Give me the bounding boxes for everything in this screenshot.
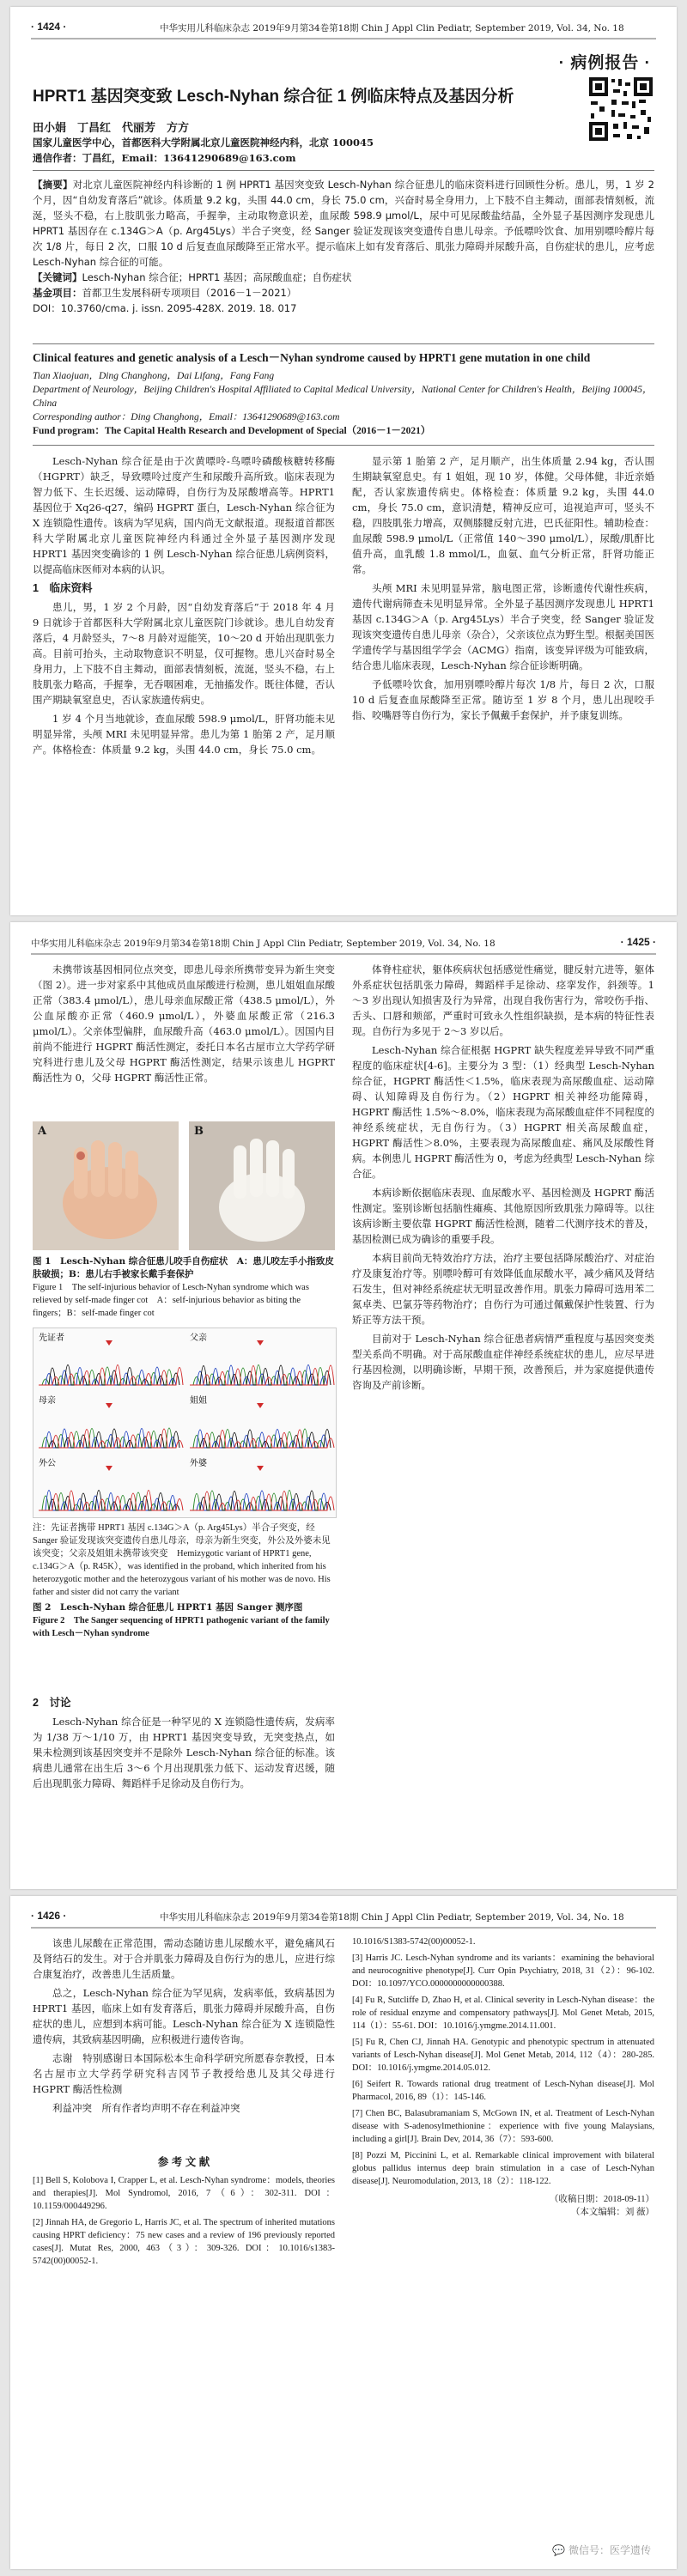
reference-item: [2] Jinnah HA, de Gregorio L, Harris JC, et al. The spectrum of inherited mutations causing HPRT deficiency：75 new cases and a review of 196 previously reported cases[J]. Mutat Res, 2000, 463（3）：309-326. DOI：10.1016/s1383-5742(00)00052-1. [33,2218,335,2266]
divider [33,445,654,446]
reference-item: [1] Bell S, Kolobova I, Crapper L, et al. Lesch-Nyhan syndrome：models, theories and therapies[J]. Mol Syndromol, 2016, 7（6）：302-311. DOI：10.1159/000449296. [33,2176,335,2211]
discussion-paragraph: 体脊柱症状，躯体疾病状包括感觉性痛觉，腱反射亢进等，躯体外系症状包括肌张力障碍，舞蹈样手足徐动、痉挛发作，斜颈等。1～3 岁出现认知损害及行为异常，出现自我伤害行为，常咬伤手指、舌头、口唇和颊部，严重时可致永久性组织缺损，是本病的特征性表现。自伤行为多见于 2～3 岁以后。 [352,963,654,1037]
case-paragraph: 头颅 MRI 未见明显异常，脑电图正常，诊断遗传代谢性疾病，遗传代谢病筛查未见明显异常。全外显子基因测序发现患儿 HPRT1 基因 c.134G＞A（p. Arg45Lys）半合子突变，经 Sanger 验证发现该突变遗传自患儿母亲（杂合），父亲该位点为野生型。根据美国医学遗传学与基因组学学会（ACMG）指南，该变异评级为可能致病，结合患儿临床表现，Lesch-Nyhan 综合征诊断明确。 [352,582,654,671]
discussion-paragraph: 目前对于 Lesch-Nyhan 综合征患者病情严重程度与基因突变类型关系尚不明确。对于高尿酸血症伴神经系统症状的患儿，应尽早进行基因检测，以明确诊断，早期干预，改善预后，并为家庭提供遗传咨询及产前诊断。 [352,1333,654,1391]
page-number: · 1426 · [31,1910,67,1922]
sequencing-member-label: 外婆 [190,1459,207,1468]
divider [33,343,654,344]
reference-item: [6] Seifert R. Towards rational drug treatment of Lesch-Nyhan disease[J]. Mol Pharmacol, 2016, 89（1）：145-146. [352,2080,654,2102]
mutation-arrow-icon [257,1340,264,1346]
figure-1-caption-cn: 图 1 Lesch-Nyhan 综合征患儿咬手自伤症状 A：患儿咬左手小指致皮肤破损；B：患儿右手被家长戴手套保护 [33,1256,334,1279]
reference-item: [7] Chen BC, Balasubramaniam S, McGown IN, et al. Treatment of Lesch-Nyhan disease with S-adenosylmethionine：experience with five young Malaysians, including a girl[J]. Brain Dev, 2014, 36（7）：593-600. [352,2109,654,2144]
corresponding-author: 通信作者：丁昌红，Email：13641290689@163.com [33,152,296,164]
editor: （本文编辑：刘 薇） [570,2208,654,2217]
journal-line: 中华实用儿科临床杂志 2019年9月第34卷第18期 Chin J Appl Clin Pediatr, September 2019, Vol. 34, No. 18 [160,1912,624,1923]
reference-item: [8] Pozzi M, Piccinini L, et al. Remarkable clinical improvement with bilateral globus pallidus internus deep brain stimulation in a case of Lesch-Nyhan disease[J]. Neuromodulation, 2013, 18（2）：118-122. [352,2151,654,2186]
section-heading: 1 临床资料 [33,582,93,594]
figure-2 [33,1327,337,1518]
reference-item: 10.1016/S1383-5742(00)00052-1. [352,1937,476,1947]
body-left-top [33,962,335,1115]
reference-item: [3] Harris JC. Lesch-Nyhan syndrome and its variants：examining the behavioral and neurocognitive phenotype[J]. Curr Opin Psychiatry, 2018, 31（2）：96-102. DOI：10.1097/YCO.0000000000000388. [352,1953,654,1989]
sequencing-member-label: 先证者 [39,1334,64,1343]
qr-code-icon [587,76,654,143]
figure-1b-photo [189,1121,335,1250]
figure-label-b: B [194,1125,204,1138]
english-title: Clinical features and genetic analysis of a Lesch－Nyhan syndrome caused by HPRT1 gene mutation in one child [33,351,591,364]
chromatogram-trace [190,1430,331,1449]
figure-2-title: 图 2 Lesch-Nyhan 综合征患儿 HPRT1 基因 Sanger 测序图 [33,1602,303,1613]
running-head [31,931,656,955]
running-head [31,1905,656,1929]
keywords-text: Lesch-Nyhan 综合征；HPRT1 基因；高尿酸血症；自伤症状 [82,271,352,283]
abstract-text: 对北京儿童医院神经内科诊断的 1 例 HPRT1 基因突变致 Lesch-Nyhan 综合征患儿的临床资料进行回顾性分析。患儿，男，1 岁 2 个月，因“自幼发育落后”就诊。体质量 9.2 kg，头围 44.0 cm，身长 75.0 cm，兴奋时易全身用力，上下肢不自主舞动，面部表情刻板，流涎，竖头不稳，右上肢肌张力略高，手握拳，主动取物意识差，血尿酸 598.9 μmol/L，尿中可见尿酸盐结晶，全外显子基因测序发现患儿 HPRT1 基因存在 c.134G＞A（p. Arg45Lys）半合子突变，经 Sanger 验证发现该突变遗传自患儿母亲。予低嘌呤饮食、加用别嘌呤醇片每次 1/8 片，每日 2 次，口服 10 d 后复查血尿酸降至正常水平。提示临床上如有发育落后、肌张力障碍并尿酸升高，自伤症状的患儿，应考虑 Lesch-Nyhan 综合征的可能。 [33,179,655,268]
discussion-paragraph: Lesch-Nyhan 综合征根据 HGPRT 缺失程度差异导致不同严重程度的临床症状[4-6]。主要分为 3 型：（1）经典型 Lesch-Nyhan 综合征，HGPRT 酶活性＜1.5%，临床表现为高尿酸血症、运动障碍、认知障碍及自伤行为。（2）HGPRT 相关神经功能障碍，HGPRT 酶活性 1.5%～8.0%，临床表现为高尿酸血症伴不同程度的神经系统症状，无自伤行为。（3）HGPRT 相关高尿酸血症，HGPRT 酶活性＞8.0%，主要表现为高尿酸血症、痛风及尿酸性肾病。本例患儿 HGPRT 酶活性为 0，考虑为经典型 Lesch-Nyhan 综合征。 [352,1044,654,1180]
english-fund: Fund program：The Capital Health Research and Development of Special（2016－1－2021） [33,426,431,436]
mutation-arrow-icon [106,1340,112,1346]
mutation-arrow-icon [106,1403,112,1408]
references-right [352,1935,654,2528]
running-head [31,15,656,39]
figure-2-title-en: Figure 2 The Sanger sequencing of HPRT1 pathogenic variant of the family with Lesch－Nyhan syndrome [33,1616,330,1638]
journal-line: 中华实用儿科临床杂志 2019年9月第34卷第18期 Chin J Appl Clin Pediatr, September 2019, Vol. 34, No. 18 [160,23,624,33]
body-paragraph: 未携带该基因相同位点突变，即患儿母亲所携带变异为新生突变（图 2）。进一步对家系中其他成员血尿酸进行检测，患儿姐姐血尿酸正常（383.4 μmol/L），患儿母亲血尿酸正常（438.5 μmol/L），外公血尿酸亦正常（460.9 μmol/L），外婆血尿酸正常（216.3 μmol/L）。父亲体型偏胖，血尿酸升高（463.0 μmol/L）。因国内目前尚不能进行 HGPRT 酶活性测定，委托日本名古屋市立大学药学研究科进行患儿及父母 HGPRT 酶活性测定，结果示该患儿 HGPRT 酶活性为 0，父母 HGPRT 酶活性正常。 [33,963,335,1084]
doi: DOI：10.3760/cma. j. issn. 2095-428X. 2019. 18. 017 [33,302,297,314]
keywords-label: 【关键词】 [33,271,82,283]
watermark [552,2543,651,2557]
body-left-top [33,1935,335,2150]
figure-1-caption [33,1255,335,1320]
reference-item: [4] Fu R, Sutcliffe D, Zhao H, et al. Clinical severity in Lesch-Nyhan disease：the role of residual enzyme and compensatory pathways[J]. Mol Genet Metab, 2015, 114（1）：55-61. DOI：10.1016/j.ymgme.2014.11.001. [352,1996,654,2031]
page-1424 [10,7,677,915]
figure-1-caption-en: Figure 1 The self-injurious behavior of Lesch-Nyhan syndrome which was relieved by self-made finger cot A：self-injurious behavior as biting the fingers；B：self-made finger cot [33,1283,309,1318]
sequencing-member-label: 母亲 [39,1396,56,1406]
sequencing-member-label: 父亲 [190,1334,207,1343]
conflict-of-interest: 利益冲突 所有作者均声明不存在利益冲突 [52,2102,240,2114]
article-title: HPRT1 基因突变致 Lesch-Nyhan 综合征 1 例临床特点及基因分析 [33,88,514,106]
mutation-arrow-icon [257,1403,264,1408]
english-affiliation: Department of Neurology，Beijing Children's Hospital Affiliated to Capital Medical University，National Center for Children's Health，Beijing 100045，China [33,385,653,409]
figure-label-a: A [38,1125,47,1138]
body-left-bottom [33,1692,335,1882]
case-paragraph: 显示第 1 胎第 2 产，足月顺产，出生体质量 2.94 kg，否认围生期缺氧窒息史。有 1 姐姐，现 10 岁，体健。父母体健，非近亲婚配，否认家族遗传病史。体格检查：体质量 9.2 kg，头围 44.0 cm，身长 75.0 cm，意识清楚，精神反应可，追视追声可，竖头不稳，四肢肌张力增高，双侧膝腱反射亢进，巴氏征阳性。辅助检查：血尿酸 598.9 μmol/L（正常值 140～390 μmol/L），尿酸/肌酐比值升高，血乳酸 1.8 mmol/L，血氨、血气分析正常，肝肾功能正常。 [352,455,654,575]
acknowledgement: 志谢 特别感谢日本国际松本生命科学研究所愿春奈教授，日本名古屋市立大学药学研究科吉冈节子教授给患儿及其父母进行 HGPRT 酶活性检测 [33,2052,335,2095]
figure-1 [33,1121,335,1250]
chromatogram-trace [39,1365,179,1386]
page-number: · 1425 · [620,936,656,948]
received-date: （收稿日期：2018-09-11） [549,2195,654,2204]
body-paragraph: 总之，Lesch-Nyhan 综合征为罕见病，发病率低，致病基因为 HPRT1 基因，临床上如有发育落后，肌张力障碍并尿酸升高，自伤症状的患儿，应想到本病可能。Lesch-Nyhan 综合征为 X 连锁隐性遗传病，其致病基因明确，应积极进行遗传咨询。 [33,1987,335,2045]
body-left-column [33,453,335,908]
body-right-column [352,453,654,908]
column-label: · 病例报告 · [558,54,651,72]
abstract-label: 【摘要】 [33,179,73,191]
case-paragraph: 予低嘌呤饮食，加用别嘌呤醇片每次 1/8 片，每日 2 次，口服 10 d 后复查血尿酸降至正常。随访至 1 岁 8 个月，患儿出现咬手指、咬嘴唇等自伤行为，家长予佩戴手套保护，并予康复训练。 [352,678,654,721]
reference-item: [5] Fu R, Chen CJ, Jinnah HA. Genotypic and phenotypic spectrum in attenuated variants of Lesch-Nyhan disease[J]. Mol Genet Metab, 2014, 112（4）：280-285. DOI：10.1016/j.ymgme.2014.05.012. [352,2038,654,2073]
page-1425 [10,922,677,1889]
english-authors: Tian Xiaojuan，Ding Changhong，Dai Lifang，Fang Fang [33,371,275,381]
journal-line: 中华实用儿科临床杂志 2019年9月第34卷第18期 Chin J Appl Clin Pediatr, September 2019, Vol. 34, No. 18 [31,939,495,949]
figure-2-note: 注：先证者携带 HPRT1 基因 c.134G＞A（p. Arg45Lys）半合子突变，经 Sanger 验证发现该突变遗传自患儿母亲，母亲为新生突变，外公及外婆未见该突变；父亲及姐姐未携带该突变 Hemizygotic variant of HPRT1 gene, c.134G＞A（p. R45K），was identified in the proband, which inherited from his heterozygotic mother and the heterozygous variant of his mother was de novo. His father and sister did not carry the variant [33,1523,331,1597]
case-paragraph: 1 岁 4 个月当地就诊，查血尿酸 598.9 μmol/L，肝肾功能未见明显异常，头颅 MRI 未见明显异常。患儿为第 1 胎第 2 产，足月顺产。体格检查：体质量 9.2 kg，头围 44.0 cm，身长 75.0 cm。 [33,713,335,756]
references-left [33,2174,335,2561]
body-paragraph: 该患儿尿酸在正常范围，需动态随访患儿尿酸水平，避免痛风石及肾结石的发生。对于合并肌张力障碍及自伤行为的患儿，应进行综合康复治疗，改善患儿生活质量。 [33,1937,335,1980]
fund-label: 基金项目： [33,287,82,299]
watermark-text: 微信号：医学遗传 [568,2544,651,2556]
references-title: 参 考 文 献 [157,2156,210,2168]
fund-text: 首都卫生发展科研专项项目（2016－1－2021） [82,287,297,299]
mutation-arrow-icon [106,1466,112,1471]
discussion-paragraph: Lesch-Nyhan 综合征是一种罕见的 X 连锁隐性遗传病，发病率为 1/38 万～1/10 万，由 HPRT1 基因突变导致，无突变热点，如果未检测到该基因突变并不是除外 Lesch-Nyhan 综合征的标准。该病患儿通常在出生后 3～6 个月出现肌张力低下、运动发育迟缓，随后出现肌张力障碍、舞蹈样手足徐动及自伤行为。 [33,1716,335,1789]
section-heading: 2 讨论 [33,1697,71,1709]
intro-paragraph: Lesch-Nyhan 综合征是由于次黄嘌呤-鸟嘌呤磷酸核糖转移酶（HGPRT）缺乏，导致嘌呤过度产生和尿酸升高所致。临床表现为智力低下、生长迟缓、运动障碍，自伤行为及尿酸增高等。HPRT1 基因位于 Xq26-q27，编码 HGPRT 蛋白，Lesch-Nyhan 综合征为 X 连锁隐性遗传。该病为罕见病，国内尚无文献报道。现报道首都医科大学附属北京儿童医院神经内科通过全外显子基因测序发现 HPRT1 基因突变确诊的 1 例 Lesch-Nyhan 综合征患儿病例资料，以提高临床医师对本病的认识。 [33,455,335,575]
sequencing-member-label: 姐姐 [190,1396,207,1406]
english-block [33,350,654,438]
divider [33,170,654,171]
abstract [33,177,654,316]
wechat-icon: 💬 [552,2544,566,2556]
english-corresponding: Corresponding author：Ding Changhong，Email：13641290689@163.com [33,412,340,422]
figure-2-caption [33,1522,335,1640]
page-number: · 1424 · [31,21,67,33]
sequencing-member-label: 外公 [39,1459,56,1468]
figure-1a-photo [33,1121,179,1250]
body-right-column [352,962,654,1882]
case-paragraph: 患儿，男，1 岁 2 个月龄，因“自幼发育落后”于 2018 年 4 月 9 日就诊于首都医科大学附属北京儿童医院门诊就诊。患儿自幼发育落后，4 月龄竖头，7～8 月龄对逗能笑，10～20 d 开始出现肌张力高。目前可抬头，主动取物意识不明显，仅可握物。患儿兴奋时易全身用力，上下肢不自主舞动，面部表情刻板，流涎，竖头不稳，右上肢肌张力略高，手握拳，无吞咽困难，无抽搐发作。既往体健，否认围产期缺氧窒息史，否认家族遗传病史。 [33,601,335,706]
discussion-paragraph: 本病目前尚无特效治疗方法，治疗主要包括降尿酸治疗、对症治疗及康复治疗等。别嘌呤醇可有效降低血尿酸水平，减少痛风及肾结石发生，但对神经系统症状无明显改善作用。肌张力障碍可选用苯二氮卓类、巴氯芬等药物治疗；自伤行为可通过佩戴保护性装置、行为矫正等方法干预。 [352,1252,654,1326]
affiliation: 国家儿童医学中心，首都医科大学附属北京儿童医院神经内科，北京 100045 [33,137,374,149]
page-1426 [10,1896,677,2569]
discussion-paragraph: 本病诊断依据临床表现、血尿酸水平、基因检测及 HGPRT 酶活性测定。鉴别诊断包括脑性瘫痪、其他原因所致肌张力障碍等。以往该病诊断主要依靠 HGPRT 酶活性检测，随着二代测序技术的普及，基因检测已成为确诊的重要手段。 [352,1187,654,1245]
authors: 田小娟 丁昌红 代丽芳 方方 [33,122,190,135]
mutation-arrow-icon [257,1466,264,1471]
